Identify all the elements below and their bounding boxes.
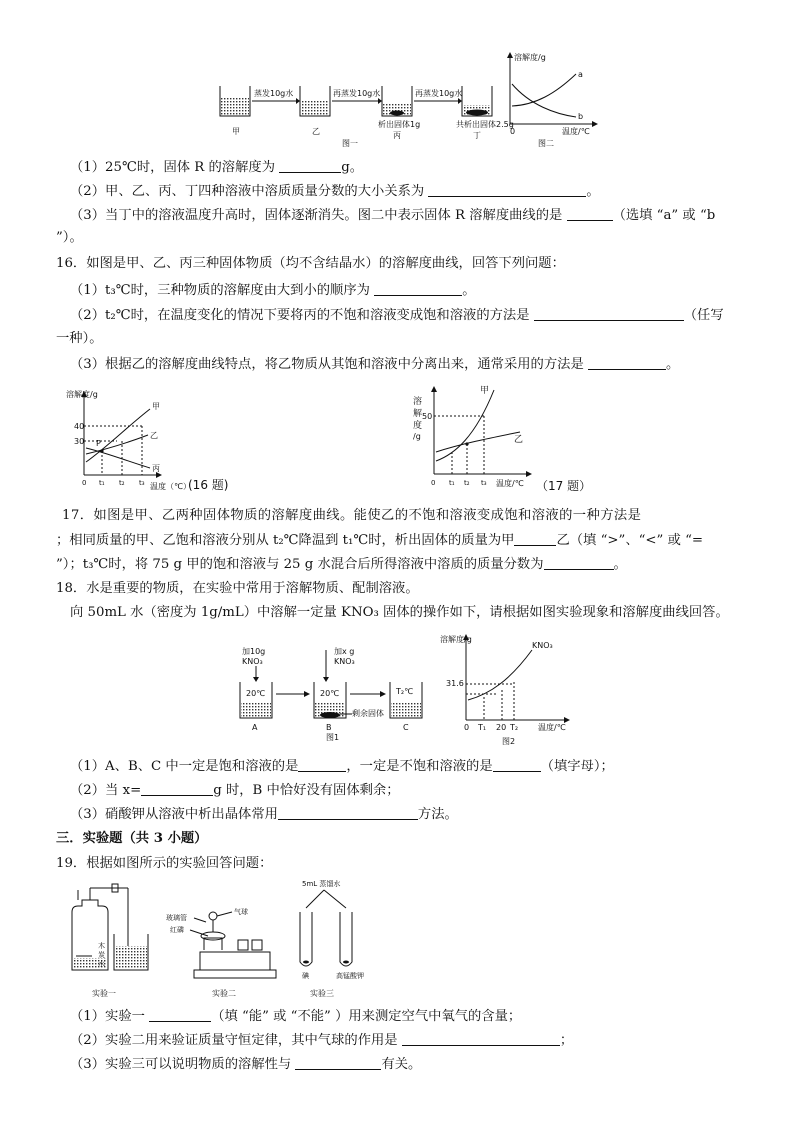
tick-label: t₂ — [119, 479, 125, 487]
beaker-yi — [300, 86, 330, 116]
axis-label: 溶解度/g — [440, 635, 472, 644]
axis-label: 解 — [413, 409, 423, 419]
tick-label: 0 — [431, 479, 436, 487]
temp-label: T₂℃ — [396, 687, 414, 696]
figure-caption: 图二 — [538, 139, 554, 148]
figure-caption: 图2 — [502, 737, 516, 746]
note-label: 析出固体1g — [378, 120, 421, 129]
add-label: KNO₃ — [242, 657, 263, 666]
tick-label: 31.6 — [446, 679, 464, 688]
q15-part2: （2）甲、乙、丙、丁四种溶液中溶质质量分数的大小关系为 。 — [70, 184, 600, 199]
axis-label: 温度/℃ — [496, 479, 524, 488]
tick-label: t₁ — [99, 479, 105, 487]
label: 红磷 — [170, 926, 184, 934]
residue-label: 剩余固体 — [352, 709, 384, 718]
curve-label: 甲 — [480, 386, 490, 396]
temp-label: 20℃ — [320, 689, 340, 698]
q18-part3: （3）硝酸钾从溶液中析出晶体常用 方法。 — [70, 807, 458, 822]
curve-kno3 — [468, 650, 532, 700]
q19-part3: （3）实验三可以说明物质的溶解性与 有关。 — [70, 1057, 422, 1072]
q18-intro: 向 50mL 水（密度为 1g/mL）中溶解一定量 KNO₃ 固体的操作如下，请根据如图实验现象和溶解度曲线回答。 — [70, 605, 729, 620]
label: 气球 — [234, 908, 248, 916]
tick-label: 20 — [496, 723, 507, 732]
tick-label: 0 — [82, 479, 87, 487]
tick-label: t₂ — [464, 479, 470, 487]
section-title: 三．实验题（共 3 小题） — [56, 831, 208, 846]
q19-figure — [62, 876, 382, 1002]
q19-part1: （1）实验一 （填 “能” 或 “不能” ）用来测定空气中氧气的含量； — [70, 1009, 522, 1024]
curve-label: b — [578, 112, 584, 121]
beaker-bing — [382, 86, 412, 116]
figure-caption: 图一 — [342, 139, 358, 148]
axis-label: 度 — [413, 421, 423, 431]
curve-bing — [86, 448, 150, 468]
tick-label: T₂ — [510, 723, 519, 732]
figure-caption: （17 题） — [536, 479, 592, 493]
tick-label: T₁ — [478, 723, 487, 732]
tick-label: t₃ — [481, 479, 487, 487]
label: 碘 — [302, 972, 309, 980]
axis-label: /g — [413, 432, 421, 441]
curve-yi — [436, 432, 520, 452]
beaker-label: C — [403, 723, 409, 732]
curve-label: a — [578, 70, 583, 79]
figure-caption: 实验一 — [92, 989, 116, 998]
q17-line1: 17．如图是甲、乙两种固体物质的溶解度曲线。能使乙的不饱和溶液变成饱和溶液的一种方法是 — [62, 508, 642, 523]
experiment-3-apparatus — [300, 879, 364, 980]
curve-jia — [436, 390, 494, 461]
beaker-label: 丁 — [473, 131, 481, 140]
axis-label: 温度/℃ — [562, 127, 590, 136]
q15-figure-2 — [500, 50, 600, 150]
axis-label: 温度/℃ — [538, 723, 566, 732]
label: 玻璃管 — [166, 914, 187, 922]
curve-jia — [86, 409, 150, 462]
origin-label: 0 — [510, 127, 516, 136]
beaker-label: 甲 — [232, 127, 240, 136]
axis-label: 温度（℃） — [150, 482, 191, 491]
q16-part2-cont: 一种）。 — [56, 331, 103, 346]
beaker-label: 丙 — [393, 131, 401, 140]
label: 水 — [98, 960, 105, 968]
temp-label: 20℃ — [246, 689, 266, 698]
experiment-1-apparatus — [72, 884, 148, 970]
note-label: 共析出固体2.5g — [456, 120, 514, 129]
label: 高锰酸钾 — [336, 972, 364, 980]
q15-part3: （3）当丁中的溶液温度升高时，固体逐渐消失。图二中表示固体 R 溶解度曲线的是 （选填 “a” 或 “b — [70, 208, 716, 223]
q19-part2: （2）实验二用来验证质量守恒定律，其中气球的作用是 ； — [70, 1033, 574, 1048]
curve-b — [512, 84, 576, 117]
figure-caption: 图1 — [326, 733, 340, 742]
q17-line3: ”）；t₃℃时，将 75 g 甲的饱和溶液与 25 g 水混合后所得溶液中溶质的质量分数为 。 — [56, 557, 627, 572]
q17-line2: ；相同质量的甲、乙饱和溶液分别从 t₂℃降温到 t₁℃时，析出固体的质量为甲 乙（填 “>”、“<” 或 “= — [56, 533, 704, 548]
tick-label: 30 — [74, 437, 85, 446]
curve-label: KNO₃ — [532, 641, 553, 650]
step-label: 再蒸发10g水 — [415, 89, 463, 98]
q15-figure-1 — [212, 74, 514, 152]
q16-part1: （1）t₃℃时，三种物质的溶解度由大到小的顺序为 。 — [70, 283, 476, 298]
q16-part2: （2）t₂℃时，在温度变化的情况下要将丙的不饱和溶液变成饱和溶液的方法是 （任写 — [70, 308, 724, 323]
q19-title: 19．根据如图所示的实验回答问题： — [56, 856, 273, 871]
tick-label: 0 — [464, 723, 470, 732]
figure-caption: 实验三 — [310, 989, 334, 998]
tick-label: t₃ — [139, 479, 145, 487]
axis-label: 溶解度/g — [514, 53, 546, 62]
q16-figure — [62, 385, 242, 497]
add-label: 加x g — [334, 647, 355, 656]
q15-part3-cont: ”）。 — [56, 230, 83, 245]
beaker-label: A — [252, 723, 258, 732]
figure-caption: (16 题) — [188, 478, 229, 492]
beaker-ding — [462, 86, 492, 116]
point-label: P — [96, 439, 101, 448]
step-label: 再蒸发10g水 — [333, 89, 381, 98]
label: 木 — [98, 942, 105, 950]
step-label: 蒸发10g水 — [254, 89, 294, 98]
curve-label: 乙 — [514, 435, 524, 445]
axis-label: 溶解度/g — [66, 390, 98, 399]
add-label: 加10g — [242, 647, 266, 656]
label: 5mL 蒸馏水 — [302, 880, 341, 888]
curve-label: 乙 — [150, 431, 158, 440]
experiment-2-apparatus — [166, 907, 276, 978]
q18-part1: （1）A、B、C 中一定是饱和溶液的是 ，一定是不饱和溶液的是 （填字母）； — [70, 759, 614, 774]
beaker-label: 乙 — [312, 127, 320, 136]
q16-part3: （3）根据乙的溶解度曲线特点，将乙物质从其饱和溶液中分离出来，通常采用的方法是 。 — [70, 357, 680, 372]
label: 炭 — [98, 951, 105, 959]
tick-label: t₁ — [449, 479, 455, 487]
figure-caption: 实验二 — [212, 989, 236, 998]
q17-figure — [400, 382, 610, 498]
q15-part1: （1）25℃时，固体 R 的溶解度为 g。 — [70, 160, 364, 175]
tick-label: 40 — [74, 422, 85, 431]
beaker-jia — [220, 86, 250, 116]
axis-label: 溶 — [413, 397, 423, 407]
q16-title: 16．如图是甲、乙、丙三种固体物质（均不含结晶水）的溶解度曲线，回答下列问题： — [56, 256, 565, 271]
q18-part2: （2）当 x= g 时，B 中恰好没有固体剩余； — [70, 783, 400, 798]
q18-figure-1 — [228, 646, 430, 742]
add-label: KNO₃ — [334, 657, 355, 666]
beaker-label: B — [326, 723, 332, 732]
q18-title: 18．水是重要的物质，在实验中常用于溶解物质、配制溶液。 — [56, 581, 419, 596]
tick-label: 50 — [422, 412, 433, 421]
curve-a — [512, 74, 576, 106]
curve-label: 丙 — [152, 464, 160, 473]
q18-figure-2 — [440, 630, 590, 748]
curve-label: 甲 — [152, 402, 160, 411]
